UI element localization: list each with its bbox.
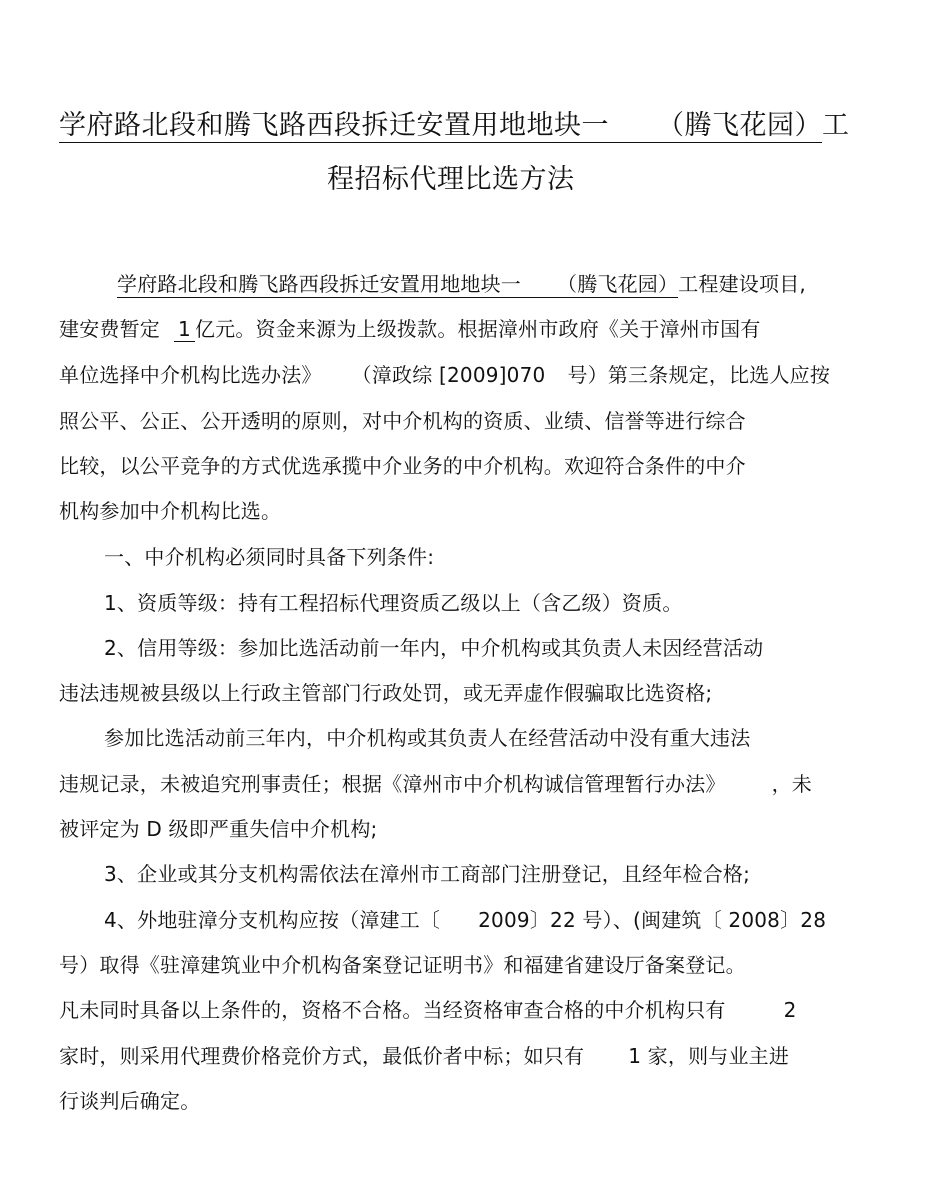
closing-line-2-b: 1 家，则与业主进 — [628, 1044, 790, 1068]
item-2-line-1: 2、信用等级：参加比选活动前一年内，中介机构或其负责人未因经营活动 — [104, 636, 764, 660]
item-2-line-5: 被评定为 D 级即严重失信中介机构; — [59, 817, 378, 841]
intro-line-6: 机构参加中介机构比选。 — [59, 499, 282, 523]
intro-line-5: 比较，以公平竞争的方式优选承揽中介业务的中介机构。欢迎符合条件的中介 — [59, 454, 746, 478]
item-2-line-4-b: ，未 — [771, 772, 813, 796]
intro-line-3-c: 号）第三条规定，比选人应按 — [567, 363, 831, 387]
intro-project-underlined — [117, 272, 678, 298]
item-2-line-3: 参加比选活动前三年内，中介机构或其负责人在经营活动中没有重大违法 — [104, 726, 751, 750]
title-project-sub: （腾飞花园） — [657, 110, 822, 141]
closing-line-1-b: 2 — [783, 998, 797, 1022]
item-3: 3、企业或其分支机构需依法在漳州市工商部门注册登记，且经年检合格; — [104, 862, 751, 886]
item-2-line-4-a: 违规记录，未被追究刑事责任；根据《漳州市中介机构诚信管理暂行办法》 — [59, 772, 726, 796]
intro-line-2 — [59, 315, 761, 343]
intro-project-sub: （腾飞花园） — [557, 272, 679, 296]
closing-line-2 — [59, 1042, 789, 1070]
item-4-line-2: 号）取得《驻漳建筑业中介机构备案登记证明书》和福建省建设厅备案登记。 — [59, 953, 746, 977]
title-line-1 — [59, 108, 850, 144]
item-4-line-1-b: 2009〕22 号）、(闽建筑〔 2008〕28 — [478, 908, 827, 932]
title-line-2: 程招标代理比选方法 — [327, 164, 575, 195]
intro-budget-suffix: 亿元。资金来源为上级拨款。根据漳州市政府《关于漳州市国有 — [194, 317, 761, 341]
title-project-name: 学府路北段和腾飞路西段拆迁安置用地地块一 — [59, 110, 609, 141]
closing-line-1-a: 凡未同时具备以上条件的，资格不合格。当经资格审查合格的中介机构只有 — [59, 998, 726, 1022]
closing-line-2-a: 家时，则采用代理费价格竞价方式，最低价者中标；如只有 — [59, 1044, 585, 1068]
item-4-line-1-a: 4、外地驻漳分支机构应按（漳建工〔 — [104, 908, 441, 932]
intro-project-name: 学府路北段和腾飞路西段拆迁安置用地地块一 — [117, 272, 521, 296]
intro-budget-amount: 1 — [174, 317, 195, 342]
intro-line-4: 照公平、公正、公开透明的原则，对中介机构的资质、业绩、信誉等进行综合 — [59, 409, 746, 433]
section-1-heading: 一、中介机构必须同时具备下列条件: — [104, 545, 435, 569]
item-1: 1、资质等级：持有工程招标代理资质乙级以上（含乙级）资质。 — [104, 591, 683, 615]
intro-line-3-a: 单位选择中介机构比选办法》 — [59, 363, 322, 387]
intro-budget-prefix: 建安费暂定 — [59, 317, 160, 341]
item-4-line-1 — [104, 906, 826, 934]
intro-line-3 — [59, 361, 830, 389]
item-2-line-4 — [59, 770, 812, 798]
intro-line-3-b: （漳政综 [2009]070 — [351, 363, 546, 387]
title-project-underlined — [59, 110, 822, 143]
item-2-line-2: 违法违规被县级以上行政主管部门行政处罚，或无弄虚作假骗取比选资格; — [59, 681, 713, 705]
closing-line-3: 行谈判后确定。 — [59, 1089, 201, 1113]
intro-line-1 — [117, 270, 806, 298]
title-tail-char: 工 — [822, 110, 850, 141]
closing-line-1 — [59, 996, 797, 1024]
intro-line-1-tail: 工程建设项目, — [678, 272, 806, 296]
